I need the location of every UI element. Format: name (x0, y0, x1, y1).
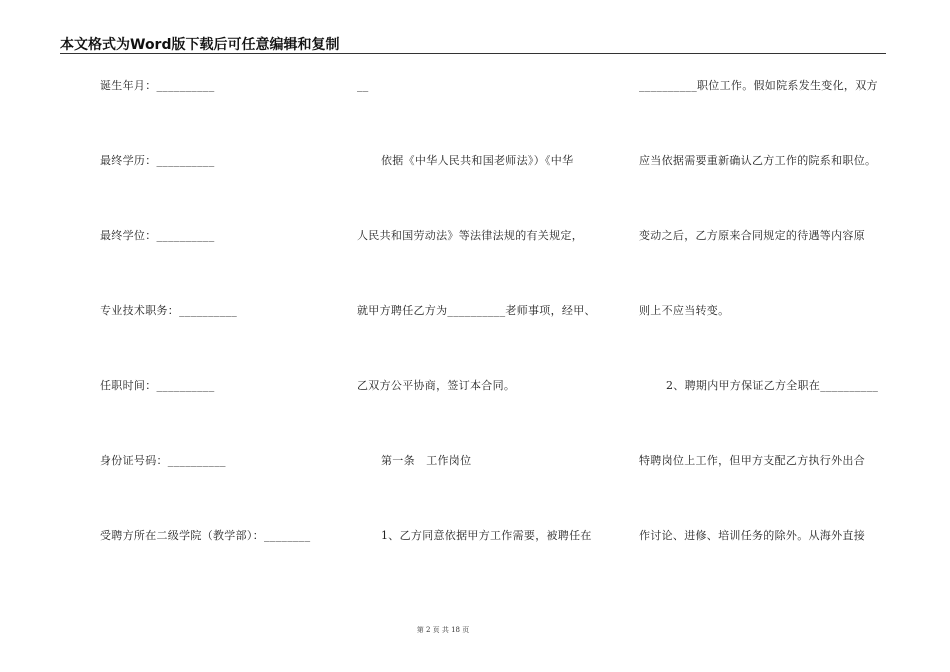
text-line: __ (357, 79, 369, 92)
text-line: 则上不应当转变。 (639, 304, 730, 317)
text-line: 应当依据需要重新确认乙方工作的院系和职位。 (639, 154, 877, 167)
text-line: 专业技术职务：__________ (100, 304, 238, 317)
text-line: 2、聘期内甲方保证乙方全职在__________ (666, 379, 879, 392)
text-line: 任职时间：__________ (100, 379, 215, 392)
text-line: __________职位工作。假如院系发生变化，双方 (639, 79, 878, 92)
text-line: 受聘方所在二级学院（教学部）：________ (100, 529, 311, 542)
page-number: 第 2 页 共 18 页 (416, 626, 470, 634)
header-divider (60, 53, 886, 54)
text-line: 作讨论、进修、培训任务的除外。从海外直接 (639, 529, 865, 542)
text-line: 最终学历：__________ (100, 154, 215, 167)
text-line: 变动之后，乙方原来合同规定的待遇等内容原 (639, 229, 865, 242)
text-line: 乙双方公平协商，签订本合同。 (357, 379, 516, 392)
text-line: 最终学位：__________ (100, 229, 215, 242)
section-heading: 第一条 工作岗位 (381, 454, 472, 467)
text-line: 人民共和国劳动法》等法律法规的有关规定， (357, 229, 583, 242)
text-line: 特聘岗位上工作，但甲方支配乙方执行外出合 (639, 454, 865, 467)
text-line: 诞生年月：__________ (100, 79, 215, 92)
text-line: 依据《中华人民共和国老师法》）《中华 (381, 154, 574, 167)
text-line: 身份证号码：__________ (100, 454, 226, 467)
text-line: 1、乙方同意依据甲方工作需要，被聘任在 (381, 529, 592, 542)
text-line: 就甲方聘任乙方为__________老师事项，经甲、 (357, 304, 596, 317)
document-header-title: 本文格式为Word版下载后可任意编辑和复制 (60, 37, 340, 53)
